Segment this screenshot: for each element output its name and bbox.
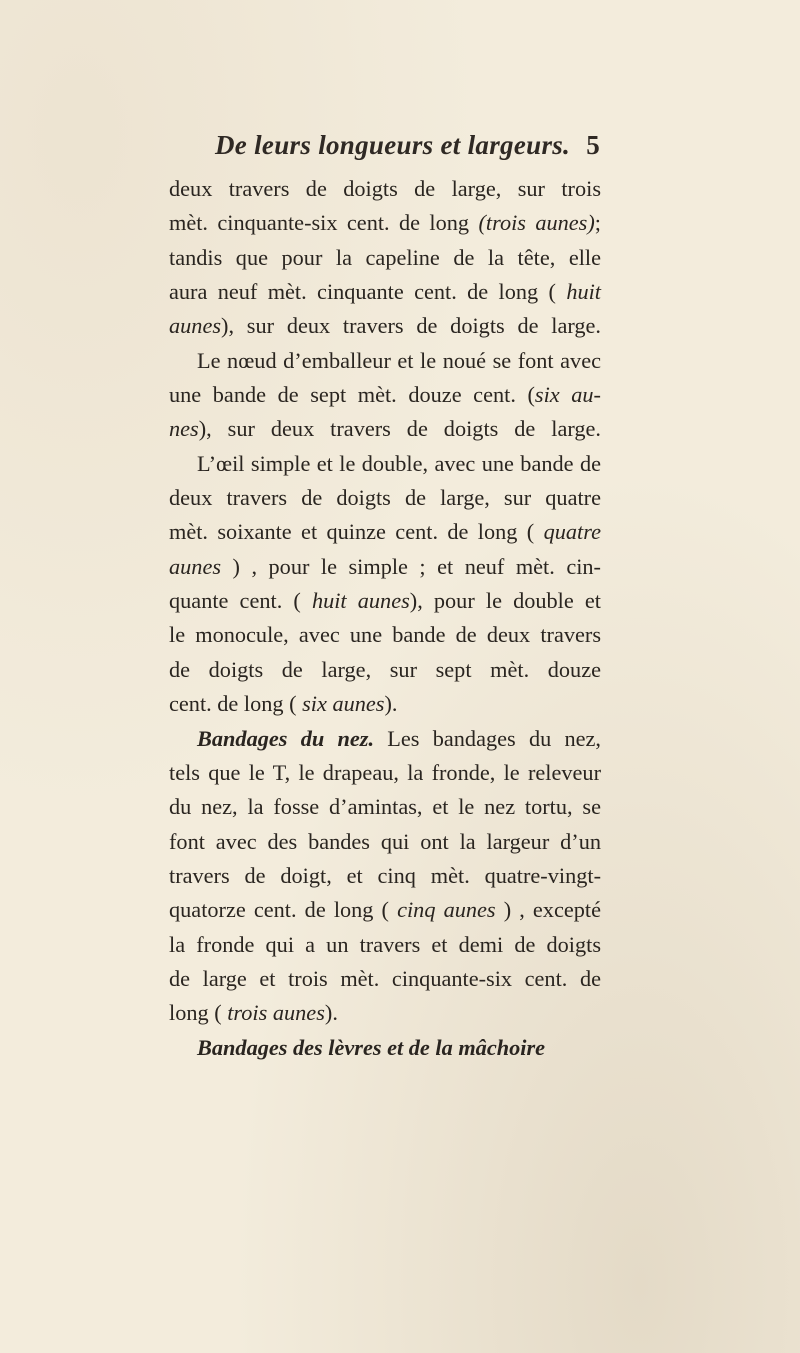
text-line-18: tels que le T, le drapeau, la fronde, le releveur xyxy=(169,759,601,785)
text-line-8: nes), sur deux travers de doigts de large. xyxy=(169,416,601,442)
text-line-22: quatorze cent. de long ( cinq aunes ) , excepté xyxy=(169,897,601,923)
text-line-3: tandis que pour la capeline de la tête, elle xyxy=(169,244,601,270)
text-line-2: mèt. cinquante-six cent. de long (trois aunes); xyxy=(169,210,601,236)
page-number: 5 xyxy=(586,130,600,160)
text-line-25: long ( trois aunes). xyxy=(169,1000,338,1026)
text-line-11: mèt. soixante et quinze cent. de long ( quatre xyxy=(169,519,601,545)
section-heading-nez: Bandages du nez. xyxy=(197,725,375,751)
text-line-4: aura neuf mèt. cinquante cent. de long ( huit xyxy=(169,279,601,305)
text-line-5: aunes), sur deux travers de doigts de large. xyxy=(169,313,601,339)
running-title: De leurs longueurs et largeurs. xyxy=(215,130,571,160)
text-line-13: quante cent. ( huit aunes), pour le double et xyxy=(169,588,601,614)
text-line-21: travers de doigt, et cinq mèt. quatre-vingt- xyxy=(169,862,601,888)
body-text xyxy=(169,172,601,1065)
running-header xyxy=(215,130,600,170)
text-line-12: aunes ) , pour le simple ; et neuf mèt. cin- xyxy=(169,553,601,579)
text-line-20: font avec des bandes qui ont la largeur d’un xyxy=(169,828,601,854)
text-line-16: cent. de long ( six aunes). xyxy=(169,691,398,717)
text-line-15: de doigts de large, sur sept mèt. douze xyxy=(169,656,601,682)
text-line-24: de large et trois mèt. cinquante-six cent. de xyxy=(169,965,601,991)
text-line-17: Bandages du nez. Les bandages du nez, xyxy=(197,725,602,751)
text-line-10: deux travers de doigts de large, sur quatre xyxy=(169,485,601,511)
text-line-14: le monocule, avec une bande de deux travers xyxy=(169,622,601,648)
text-line-1: deux travers de doigts de large, sur trois xyxy=(169,176,601,201)
text-line-19: du nez, la fosse d’amintas, et le nez tortu, se xyxy=(169,794,601,820)
text-line-26 xyxy=(169,1031,601,1065)
text-line-7: une bande de sept mèt. douze cent. (six au- xyxy=(169,382,601,408)
section-heading-levres: Bandages des lèvres et de la mâchoire xyxy=(197,1034,546,1060)
text-line-23: la fronde qui a un travers et demi de doigts xyxy=(169,931,601,957)
text-line-6: Le nœud d’emballeur et le noué se font avec xyxy=(197,347,601,373)
text-line-9: L’œil simple et le double, avec une bande de xyxy=(197,450,601,476)
